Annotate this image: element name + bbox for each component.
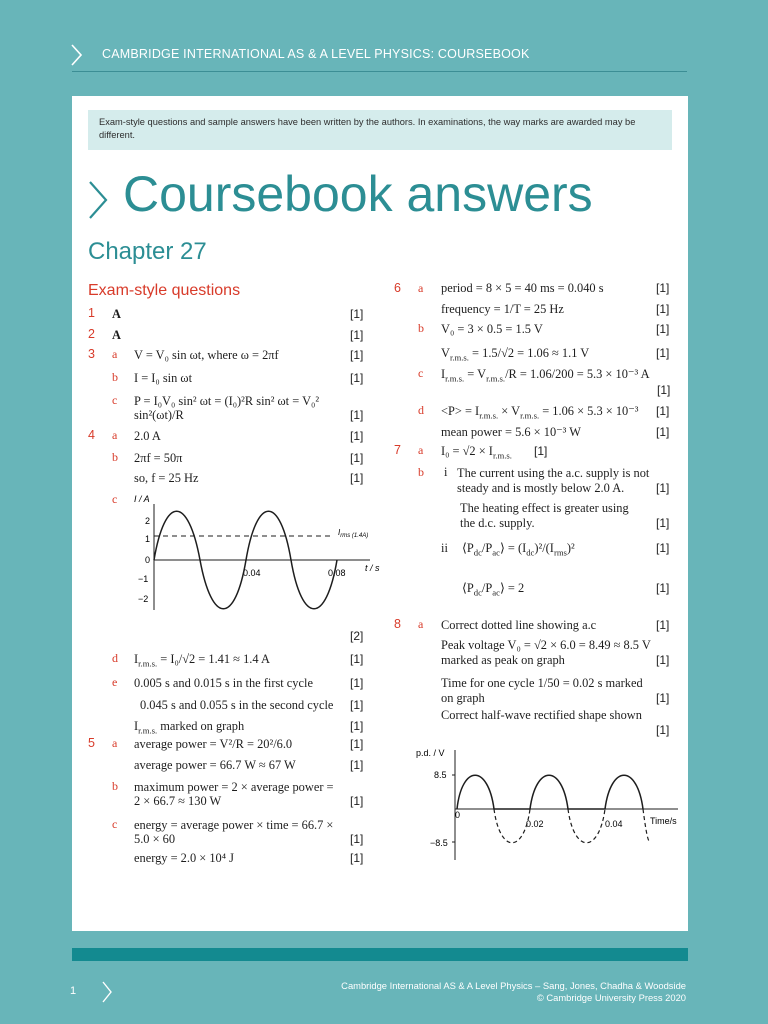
graph-y-label: p.d. / V — [416, 748, 445, 758]
part-label: a — [418, 617, 424, 631]
part-label: b — [418, 321, 424, 335]
mark: [1] — [350, 408, 364, 422]
answer-text: A — [112, 328, 121, 342]
footer-bar — [72, 948, 688, 961]
graph-y-tick: −8.5 — [430, 838, 448, 848]
mark: [1] — [350, 328, 364, 342]
graph-x-tick: 0.08 — [328, 568, 346, 578]
answer-text: frequency = 1/T = 25 Hz — [441, 302, 564, 316]
graph-y-label: I / A — [134, 494, 150, 504]
mark: [1] — [656, 653, 670, 667]
mark: [1] — [350, 676, 364, 690]
mark: [1] — [656, 425, 670, 439]
answer-text: V₀ = 3 × 0.5 = 1.5 V — [441, 322, 543, 336]
mark: [1] — [350, 698, 364, 712]
sine-graph-4c — [130, 490, 380, 620]
mark: [2] — [350, 629, 364, 643]
part-label: d — [112, 651, 118, 665]
rectified-graph-8a — [410, 742, 690, 864]
section-title: Exam-style questions — [88, 282, 241, 299]
question-number: 8 — [394, 617, 401, 631]
graph-x-label: t / s — [365, 563, 380, 573]
mark: [1] — [656, 322, 670, 336]
mark: [1] — [656, 581, 670, 595]
answer-text: period = 8 × 5 = 40 ms = 0.040 s — [441, 281, 604, 295]
mark: [1] — [350, 652, 364, 666]
answer-text: average power = V²/R = 20²/6.0 — [134, 737, 293, 751]
header-chevron-icon — [70, 44, 82, 66]
question-number: 1 — [88, 306, 95, 320]
mark: [1] — [656, 723, 670, 737]
graph-y-tick: 1 — [145, 534, 151, 544]
question-number: 3 — [88, 347, 95, 361]
answer-text: sin²(ωt)/R — [134, 408, 184, 422]
mark: [1] — [657, 383, 671, 397]
mark: [1] — [350, 851, 364, 865]
answer-text: maximum power = 2 × average power = — [134, 780, 334, 794]
graph-y-tick: 8.5 — [434, 770, 447, 780]
rectified-wave — [457, 775, 643, 809]
graph-y-tick: −1 — [138, 574, 149, 584]
mark: [1] — [350, 471, 364, 485]
header-rule — [72, 71, 687, 72]
mark: [1] — [350, 429, 364, 443]
part-label: ii — [441, 541, 448, 555]
answer-text: $I_{r.m.s.}$ marked on graph — [134, 719, 245, 736]
answer-text: The current using the a.c. supply is not — [457, 466, 650, 480]
answer-text: mean power = 5.6 × 10⁻³ W — [441, 425, 581, 439]
graph-x-label: Time/s — [650, 816, 677, 826]
answer-text: 0.005 s and 0.015 s in the first cycle — [134, 676, 313, 690]
part-label: e — [112, 675, 118, 689]
chapter-title: Chapter 27 — [88, 238, 207, 265]
mark: [1] — [350, 758, 364, 772]
question-number: 7 — [394, 443, 401, 457]
answer-text: Correct dotted line showing a.c — [441, 618, 597, 632]
mark: [1] — [350, 371, 364, 385]
answer-text: energy = average power × time = 66.7 × — [134, 818, 334, 832]
answer-text: so, f = 25 Hz — [134, 471, 199, 485]
part-label: c — [112, 393, 118, 407]
answer-text: A — [112, 307, 121, 321]
mark: [1] — [656, 302, 670, 316]
mark: [1] — [656, 516, 670, 530]
answer-text: Peak voltage V₀ = √2 × 6.0 = 8.49 ≈ 8.5 V — [441, 638, 651, 652]
header-title: CAMBRIDGE INTERNATIONAL AS & A LEVEL PHYSICS: COURSEBOOK — [102, 47, 530, 61]
answer-text: V = V₀ sin ωt, where ω = 2πf — [134, 348, 279, 362]
answer-text: Correct half-wave rectified shape shown — [441, 708, 642, 722]
answer-text: 2.0 A — [134, 429, 161, 443]
part-label: c — [112, 817, 118, 831]
graph-x-tick: 0.02 — [526, 819, 544, 829]
part-label: b — [112, 779, 118, 793]
answer-text: The heating effect is greater using — [460, 501, 629, 515]
question-number: 2 — [88, 327, 95, 341]
mark: [1] — [656, 404, 670, 418]
answer-text: $⟨P_{dc}/P_{ac}⟩ = 2$ — [462, 581, 525, 598]
exam-notice: Exam-style questions and sample answers have been written by the authors. In examinations, the way marks are awarded may be different. — [88, 110, 672, 150]
answer-text: $I_{r.m.s.} = V_{r.m.s.}/R = 1.06/200 = 5.3 \times 10^{-3}$ A — [441, 367, 650, 384]
rms-label: $I_{rms (1.4A)}$ — [338, 528, 369, 539]
doc-title: Coursebook answers — [123, 166, 593, 222]
footer-copyright: © Cambridge University Press 2020 — [536, 992, 686, 1003]
mark: [1] — [656, 618, 670, 632]
title-chevron-icon — [88, 180, 108, 220]
graph-y-tick: 0 — [145, 555, 151, 565]
mark: [1] — [350, 719, 364, 733]
question-number: 4 — [88, 428, 95, 442]
mark: [1] — [350, 451, 364, 465]
graph-y-tick: −2 — [138, 594, 149, 604]
part-label: a — [112, 347, 118, 361]
answer-text: steady and is mostly below 2.0 A. — [457, 481, 625, 495]
answer-text: 5.0 × 60 — [134, 832, 176, 846]
mark: [1] — [350, 348, 364, 362]
answer-text: Time for one cycle 1/50 = 0.02 s marked — [441, 676, 643, 690]
answer-text: average power = 66.7 W ≈ 67 W — [134, 758, 296, 772]
answer-text: marked as peak on graph — [441, 653, 565, 667]
graph-x-tick: 0.04 — [605, 819, 623, 829]
answer-text: P = I₀V₀ sin² ωt = (I₀)²R sin² ωt = V₀² — [134, 394, 320, 408]
mark: [1] — [656, 281, 670, 295]
graph-y-tick: 0 — [455, 810, 461, 820]
part-label: a — [112, 736, 118, 750]
answer-text: $<P> = I_{r.m.s.} \times V_{r.m.s.} = 1.06 \times 5.3 \times 10^{-3}$ — [441, 404, 639, 421]
mark: [1] — [534, 444, 548, 458]
mark: [1] — [656, 541, 670, 555]
part-label: c — [418, 366, 424, 380]
part-label: i — [444, 465, 448, 479]
question-number: 6 — [394, 281, 401, 295]
question-number: 5 — [88, 736, 95, 750]
answer-text: 2 × 66.7 ≈ 130 W — [134, 794, 222, 808]
mark: [1] — [656, 346, 670, 360]
part-label: a — [418, 443, 424, 457]
ac-dashed-wave — [494, 809, 650, 843]
answer-text: I = I₀ sin ωt — [134, 371, 193, 385]
mark: [1] — [350, 794, 364, 808]
answer-text: $⟨P_{dc}/P_{ac}⟩ = (I_{dc})^2/(I_{rms})^2$ — [462, 541, 575, 558]
answer-text: energy = 2.0 × 10⁴ J — [134, 851, 234, 865]
footer-credit: Cambridge International AS & A Level Physics – Sang, Jones, Chadha & Woodside — [341, 980, 686, 991]
answer-text: the d.c. supply. — [460, 516, 535, 530]
mark: [1] — [350, 307, 364, 321]
graph-x-tick: 0.04 — [243, 568, 261, 578]
answer-text: $I_0 = √2 \times I_{r.m.s.}$ — [441, 444, 512, 461]
part-label: b — [112, 450, 118, 464]
answer-text: on graph — [441, 691, 485, 705]
mark: [1] — [350, 832, 364, 846]
page-number: 1 — [70, 985, 77, 997]
part-label: b — [112, 370, 118, 384]
mark: [1] — [350, 737, 364, 751]
mark: [1] — [656, 481, 670, 495]
answer-text: 0.045 s and 0.055 s in the second cycle — [140, 698, 334, 712]
part-label: a — [418, 281, 424, 295]
answer-text: $I_{r.m.s.} = I_0/√2 = 1.41 \approx 1.4$ A — [134, 652, 270, 669]
answer-text: 2πf = 50π — [134, 451, 183, 465]
mark: [1] — [656, 691, 670, 705]
part-label: b — [418, 465, 424, 479]
part-label: a — [112, 428, 118, 442]
part-label: d — [418, 403, 424, 417]
answer-text: $V_{r.m.s.} = 1.5/√2 = 1.06 \approx 1.1$ V — [441, 346, 590, 363]
graph-y-tick: 2 — [145, 516, 151, 526]
part-label: c — [112, 492, 118, 506]
next-chevron-icon[interactable] — [102, 981, 112, 1003]
